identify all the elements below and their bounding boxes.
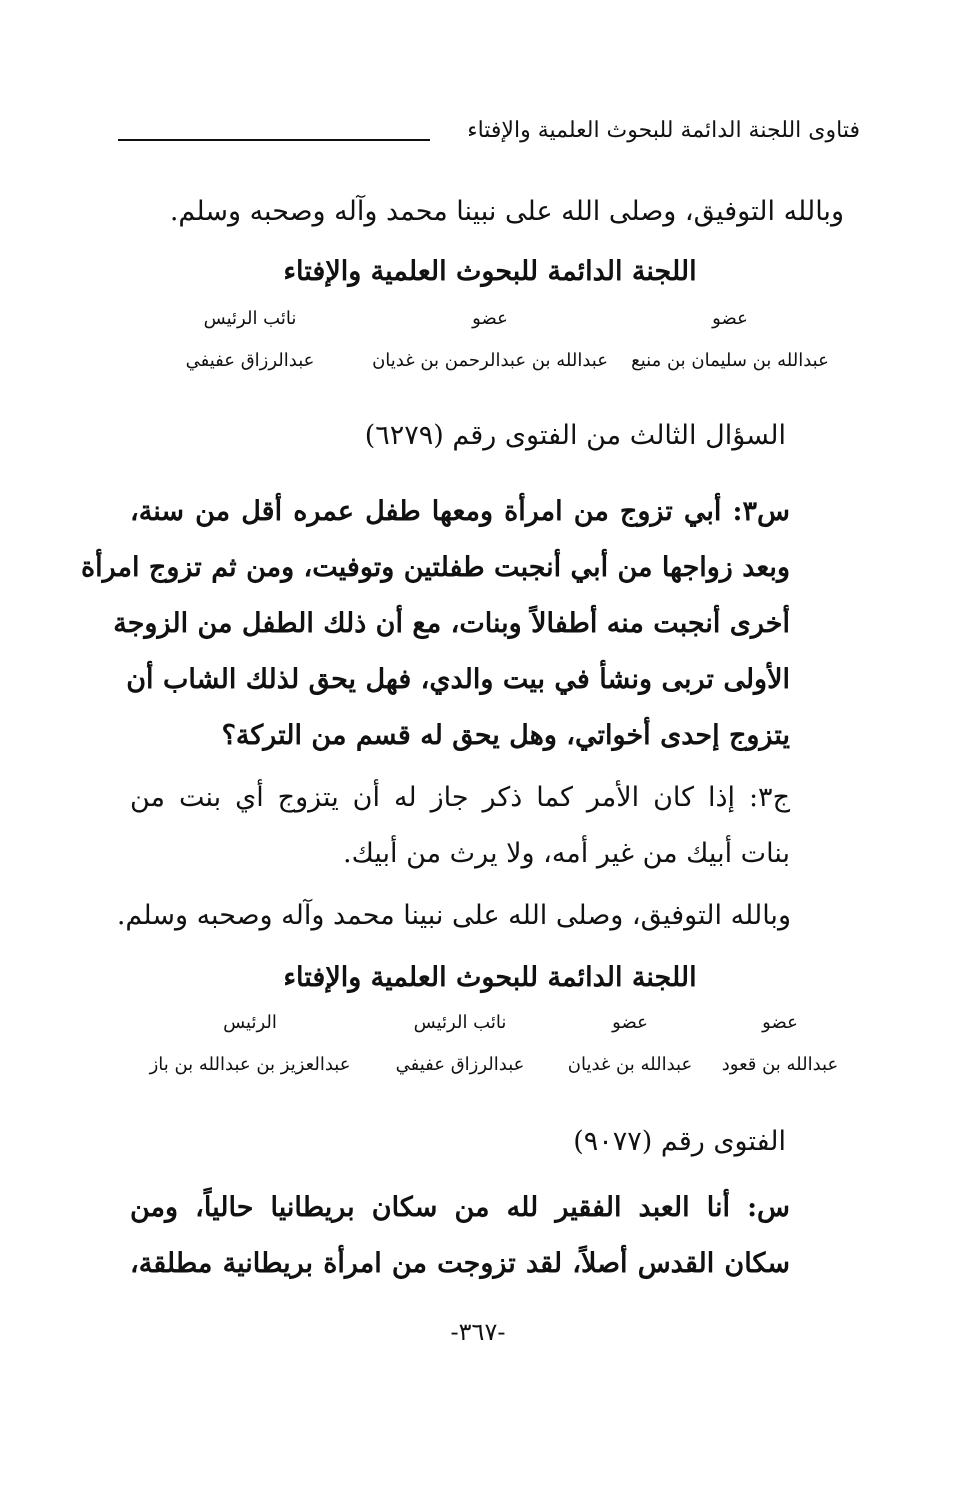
fatwa-heading-2: الفتوى رقم (٩٠٧٧) xyxy=(573,1126,786,1157)
signer-role: عضو xyxy=(472,308,508,329)
question-paragraph-2 xyxy=(130,1180,790,1292)
signer-name: عبدالعزيز بن عبدالله بن باز xyxy=(149,1054,351,1075)
question-line: يتزوج إحدى أخواتي، وهل يحق له قسم من التركة؟ xyxy=(221,720,790,751)
committee-title-1: اللجنة الدائمة للبحوث العلمية والإفتاء xyxy=(283,256,697,287)
closing-text-2: وبالله التوفيق، وصلى الله على نبينا محمد وآله وصحبه وسلم. xyxy=(116,900,791,931)
question-line: س: أنا العبد الفقير لله من سكان بريطانيا حالياً، ومن xyxy=(130,1192,790,1223)
signer-name: عبدالله بن غديان xyxy=(567,1054,693,1075)
signer-role: نائب الرئيس xyxy=(413,1012,507,1033)
signer-name: عبدالله بن سليمان بن منيع xyxy=(631,350,829,371)
answer-line: بنات أبيك من غير أمه، ولا يرث من أبيك. xyxy=(342,838,790,869)
signer-role: عضو xyxy=(612,1012,648,1033)
signer-name: عبدالله بن عبدالرحمن بن غديان xyxy=(372,350,608,371)
signer-role: عضو xyxy=(712,308,748,329)
closing-text-1: وبالله التوفيق، وصلى الله على نبينا محمد وآله وصحبه وسلم. xyxy=(169,196,844,227)
signer-name: عبدالرزاق عفيفي xyxy=(185,350,315,371)
question-line: الأولى تربى ونشأ في بيت والدي، فهل يحق لذلك الشاب أن xyxy=(126,664,790,695)
header-rule xyxy=(118,139,430,141)
running-header xyxy=(118,118,860,158)
fatwa-heading-1: السؤال الثالث من الفتوى رقم (٦٢٧٩) xyxy=(364,420,786,451)
signer-name: عبدالله بن قعود xyxy=(721,1054,839,1075)
question-line: أخرى أنجبت منه أطفالاً وبنات، مع أن ذلك الطفل من الزوجة xyxy=(113,608,790,639)
question-paragraph-1 xyxy=(81,484,790,764)
question-line: س٣: أبي تزوج من امرأة ومعها طفل عمره أقل من سنة، xyxy=(130,496,790,527)
signer-name: عبدالرزاق عفيفي xyxy=(395,1054,525,1075)
signatures-2 xyxy=(130,1012,850,1082)
question-line: سكان القدس أصلاً، لقد تزوجت من امرأة بريطانية مطلقة، xyxy=(130,1248,790,1279)
signatures-1 xyxy=(130,308,850,378)
committee-title-2: اللجنة الدائمة للبحوث العلمية والإفتاء xyxy=(283,962,697,993)
question-line: وبعد زواجها من أبي أنجبت طفلتين وتوفيت، ومن ثم تزوج امرأة xyxy=(81,552,790,583)
answer-line: ج٣: إذا كان الأمر كما ذكر جاز له أن يتزوج أي بنت من xyxy=(130,782,790,813)
answer-paragraph-1 xyxy=(130,770,790,882)
header-title: فتاوى اللجنة الدائمة للبحوث العلمية والإفتاء xyxy=(457,118,860,143)
signer-role: عضو xyxy=(762,1012,798,1033)
signer-role: نائب الرئيس xyxy=(203,308,297,329)
signer-role: الرئيس xyxy=(223,1012,277,1033)
page-number: -٣٦٧- xyxy=(450,1318,506,1346)
